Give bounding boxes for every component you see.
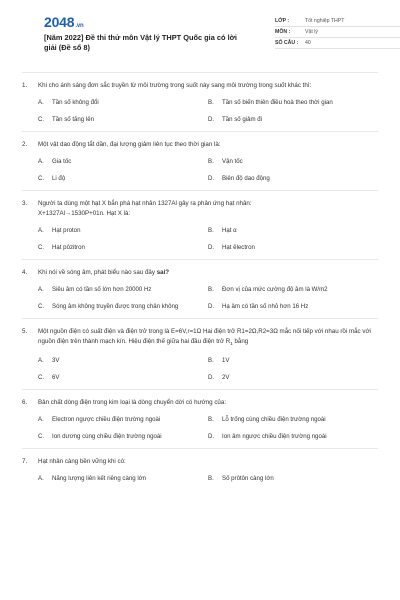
option-text: Electron ngược chiều điện trường ngoài	[52, 416, 161, 424]
option-d[interactable]	[208, 242, 378, 253]
header	[22, 0, 378, 72]
option-c[interactable]	[38, 431, 208, 442]
option-text: 6V	[52, 374, 60, 382]
option-text: Hạt êlectron	[222, 244, 255, 251]
option-letter: B.	[208, 99, 214, 106]
option-letter: D.	[208, 374, 215, 382]
option-letter: C.	[38, 374, 45, 382]
option-letter: B.	[208, 357, 214, 365]
option-text: Năng lượng liên kết riêng càng lớn	[52, 475, 147, 483]
option-d[interactable]	[208, 114, 378, 125]
meta-label: MÔN :	[275, 29, 291, 35]
question-number: 6.	[22, 399, 28, 407]
question-5	[22, 318, 378, 389]
question-text	[38, 199, 378, 219]
option-a[interactable]	[38, 473, 208, 484]
option-text: Biên độ dao động	[222, 175, 270, 182]
logo-text: 2048	[44, 14, 75, 30]
option-text: Đơn vị của mức cường độ âm là W/m2	[222, 286, 328, 293]
question-number: 3.	[22, 200, 28, 207]
option-letter: A.	[38, 158, 44, 165]
question-number: 2.	[22, 141, 28, 148]
question-4	[22, 259, 378, 318]
option-text: Hạ âm có tần số nhỏ hơn 16 Hz	[222, 303, 309, 310]
option-letter: C.	[38, 175, 45, 182]
question-line-2: X+1327Al→1530P+01n. Hạt X là:	[38, 210, 131, 217]
option-letter: B.	[208, 158, 214, 165]
question-7	[22, 448, 378, 490]
meta-label: LỚP :	[275, 18, 290, 24]
option-text: Số prôtôn càng lớn	[222, 475, 274, 483]
option-letter: A.	[38, 475, 44, 483]
question-text	[38, 268, 378, 278]
option-text: Li độ	[52, 175, 66, 182]
option-b[interactable]	[208, 225, 378, 236]
option-text: Hạt pôzitron	[52, 244, 85, 251]
question-3	[22, 190, 378, 259]
option-text: Hạt α	[222, 227, 237, 234]
option-b[interactable]	[208, 97, 378, 108]
question-list	[22, 72, 378, 490]
question-text-main: Khi nói về sóng âm, phát biểu nào sau đây	[38, 269, 157, 276]
option-b[interactable]	[208, 156, 378, 167]
option-letter: A.	[38, 227, 44, 234]
question-number: 7.	[22, 458, 28, 466]
option-c[interactable]	[38, 114, 208, 125]
option-letter: C.	[38, 244, 45, 251]
option-a[interactable]	[38, 156, 208, 167]
option-a[interactable]	[38, 414, 208, 425]
option-d[interactable]	[208, 301, 378, 312]
option-letter: B.	[208, 475, 214, 483]
question-emphasis: sai?	[156, 269, 170, 276]
question-1	[22, 72, 378, 131]
option-d[interactable]	[208, 372, 378, 383]
option-text: Tần số giảm đi	[222, 116, 262, 123]
option-text: 1V	[222, 357, 230, 365]
meta-row-count	[275, 38, 400, 49]
option-text: Tần số tăng lên	[52, 116, 95, 123]
meta-row-subject	[275, 27, 400, 38]
option-text: Gia tốc	[52, 158, 72, 165]
option-text: Tần số không đổi	[52, 99, 99, 106]
option-a[interactable]	[38, 225, 208, 236]
option-c[interactable]	[38, 242, 208, 253]
option-letter: B.	[208, 286, 214, 293]
option-text: Ion âm ngược chiều điện trường ngoài	[222, 433, 327, 441]
option-letter: C.	[38, 303, 45, 310]
option-c[interactable]	[38, 301, 208, 312]
option-letter: D.	[208, 116, 215, 123]
meta-row-class	[275, 16, 400, 27]
option-text: Lỗ trống cùng chiều điện trường ngoài	[222, 416, 326, 424]
question-subscript: 1	[230, 341, 233, 347]
option-a[interactable]	[38, 355, 208, 366]
option-text: Sóng âm không truyền được trong chân không	[52, 303, 179, 310]
option-letter: D.	[208, 175, 215, 182]
option-text: Ion dương cùng chiều điện trường ngoài	[52, 433, 162, 441]
question-line-1: Người ta dùng một hạt X bắn phá hạt nhân 1327Al gây ra phản ứng hạt nhân:	[38, 200, 252, 207]
question-text: Khi cho ánh sáng đơn sắc truyền từ môi trường trong suốt này sang môi trường trong suốt khác thì:	[38, 82, 312, 89]
logo-suffix: .vn	[75, 23, 84, 29]
option-text: Siêu âm có tần số lớn hơn 20000 Hz	[52, 286, 152, 293]
question-6	[22, 389, 378, 448]
question-text: Bản chất dòng điện trong kim loại là dòng chuyển dời có hướng của:	[38, 399, 227, 407]
option-letter: A.	[38, 416, 44, 424]
option-letter: A.	[38, 357, 44, 365]
site-logo[interactable]	[44, 14, 83, 30]
option-a[interactable]	[38, 284, 208, 295]
meta-value: 40	[305, 40, 311, 46]
option-letter: A.	[38, 286, 44, 293]
option-letter: C.	[38, 116, 45, 123]
meta-label: SỐ CÂU :	[275, 40, 299, 46]
option-text: 3V	[52, 357, 60, 365]
exam-title: [Năm 2022] Đề thi thử môn Vật lý THPT Quốc gia có lời giải (Đề số 8)	[44, 33, 237, 52]
option-c[interactable]	[38, 173, 208, 184]
option-letter: B.	[208, 227, 214, 234]
question-text	[38, 327, 378, 349]
question-number: 1.	[22, 82, 28, 89]
question-text: Một vật dao động tắt dần, đại lượng giảm liên tục theo thời gian là:	[38, 141, 221, 148]
option-b[interactable]	[208, 414, 378, 425]
meta-value: Tốt nghiệp THPT	[305, 18, 345, 24]
option-letter: D.	[208, 244, 215, 251]
option-text: Tần số biến thiên điều hoà theo thời gian	[222, 99, 333, 106]
question-text-tail: bằng	[232, 338, 249, 345]
option-b[interactable]	[208, 355, 378, 366]
exam-meta	[275, 16, 400, 49]
option-b[interactable]	[208, 284, 378, 295]
option-text: 2V	[222, 374, 230, 382]
option-d[interactable]	[208, 173, 378, 184]
option-letter: B.	[208, 416, 214, 424]
option-c[interactable]	[38, 372, 208, 383]
option-b[interactable]	[208, 473, 378, 484]
option-letter: C.	[38, 433, 45, 441]
option-letter: A.	[38, 99, 44, 106]
option-text: Vận tốc	[222, 158, 243, 165]
question-text-main: Một nguồn điện có suất điện và điện trở trong là E=6V,r=1Ω Hai điện trở R1=2Ω,R2=3Ω mắc nối tiếp với nhau rồi mắc với nguồn điện trên thành mạch kín. Hiệu điện thế giữa hai đầu điện trở R	[38, 328, 371, 345]
option-a[interactable]	[38, 97, 208, 108]
option-d[interactable]	[208, 431, 378, 442]
option-letter: D.	[208, 433, 215, 441]
question-number: 5.	[22, 328, 28, 335]
option-letter: D.	[208, 303, 215, 310]
option-text: Hạt proton	[52, 227, 81, 234]
question-number: 4.	[22, 269, 28, 276]
meta-value: Vật lý	[305, 29, 318, 35]
question-2	[22, 131, 378, 190]
question-text: Hạt nhân càng bền vững khi có:	[38, 458, 126, 466]
